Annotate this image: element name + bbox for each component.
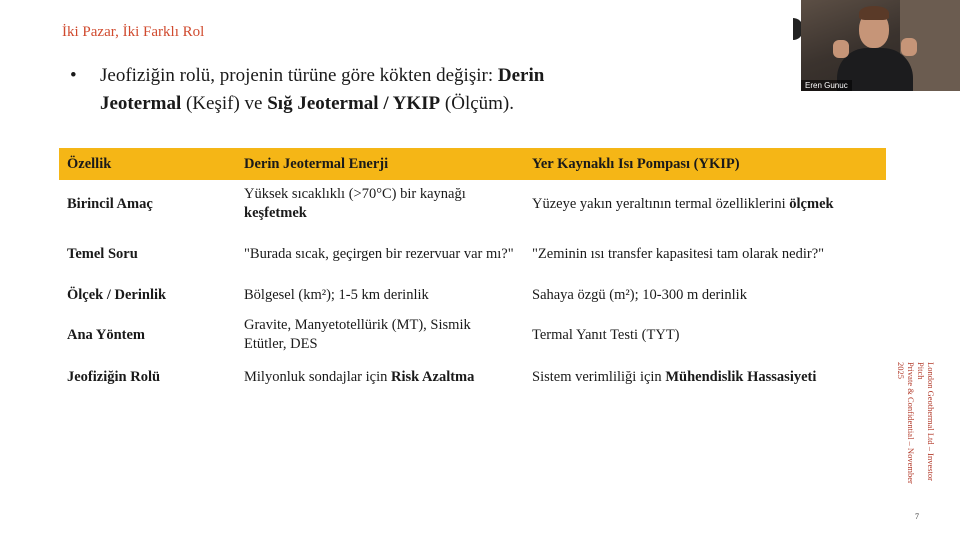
row-ykip-cell <box>524 280 886 310</box>
cell-bold: keşfetmek <box>244 205 307 221</box>
slide-title: İki Pazar, İki Farklı Rol <box>62 24 205 40</box>
row-ykip-cell <box>524 310 886 360</box>
row-deep-cell <box>236 180 524 228</box>
presenter-hair <box>859 6 889 20</box>
header-feature: Özellik <box>59 148 236 180</box>
row-feature: Ölçek / Derinlik <box>67 286 167 303</box>
side-footer-line-2: Private & Confidential – November 2025 <box>896 362 916 484</box>
presenter-hand-left <box>833 40 849 58</box>
row-feature: Birincil Amaç <box>67 195 153 212</box>
cell-bold: ölçmek <box>789 195 834 212</box>
row-feature: Temel Soru <box>67 245 138 262</box>
cell-text: Yüzeye yakın yeraltının termal özelliklerini <box>532 195 790 212</box>
bullet-text-3: (Ölçüm). <box>440 93 515 114</box>
row-deep-cell <box>236 280 524 310</box>
row-feature: Ana Yöntem <box>67 326 146 343</box>
side-footer <box>896 362 936 492</box>
row-ykip-cell <box>524 180 886 228</box>
participant-name: Eren Gunuc <box>801 80 852 91</box>
webcam-video[interactable] <box>801 0 960 91</box>
presenter-hand-right <box>901 38 917 56</box>
intro-bullet <box>70 62 630 118</box>
page-number: 7 <box>915 512 919 521</box>
cell-text: Sistem verimliliği için <box>532 368 666 385</box>
row-deep-cell <box>236 228 524 280</box>
row-ykip-cell <box>524 360 886 394</box>
row-feature: Jeofiziğin Rolü <box>67 368 161 385</box>
cell-bold: Risk Azaltma <box>391 368 475 385</box>
cell-bold: Mühendislik Hassasiyeti <box>665 368 817 385</box>
cell-text: "Zeminin ısı transfer kapasitesi tam olarak nedir?" <box>532 245 825 262</box>
table-row <box>59 180 886 228</box>
bullet-dot-icon: • <box>70 65 77 86</box>
table-header-row <box>59 148 886 180</box>
bullet-text-1: Jeofiziğin rolü, projenin türüne göre kökten değişir: <box>100 65 498 86</box>
table-row <box>59 360 886 394</box>
comparison-table <box>59 148 886 394</box>
cell-text: Yüksek sıcaklıklı (>70°C) bir kaynağı <box>244 186 466 202</box>
bullet-bold-2: Sığ Jeotermal / YKIP <box>267 93 441 114</box>
row-deep-cell <box>236 310 524 360</box>
cell-text: "Burada sıcak, geçirgen bir rezervuar var mı?" <box>244 245 514 262</box>
side-footer-line-1: London Geothermal Ltd – Investor Pitch <box>916 362 936 481</box>
table-row <box>59 228 886 280</box>
cell-text: Bölgesel (km²); 1-5 km derinlik <box>244 286 429 303</box>
row-deep-cell <box>236 360 524 394</box>
cell-text: Gravite, Manyetotellürik (MT), Sismik Etütler, DES <box>244 317 471 352</box>
header-deep: Derin Jeotermal Enerji <box>236 148 524 180</box>
header-ykip: Yer Kaynaklı Isı Pompası (YKIP) <box>524 148 886 180</box>
table-row <box>59 280 886 310</box>
cell-text: Sahaya özgü (m²); 10-300 m derinlik <box>532 286 747 303</box>
bullet-bold-1: Derin Jeotermal <box>100 65 545 114</box>
cell-text: Termal Yanıt Testi (TYT) <box>532 326 680 343</box>
bullet-text-2: (Keşif) ve <box>181 93 268 114</box>
row-ykip-cell <box>524 228 886 280</box>
table-row <box>59 310 886 360</box>
cell-text: Milyonluk sondajlar için <box>244 368 391 385</box>
